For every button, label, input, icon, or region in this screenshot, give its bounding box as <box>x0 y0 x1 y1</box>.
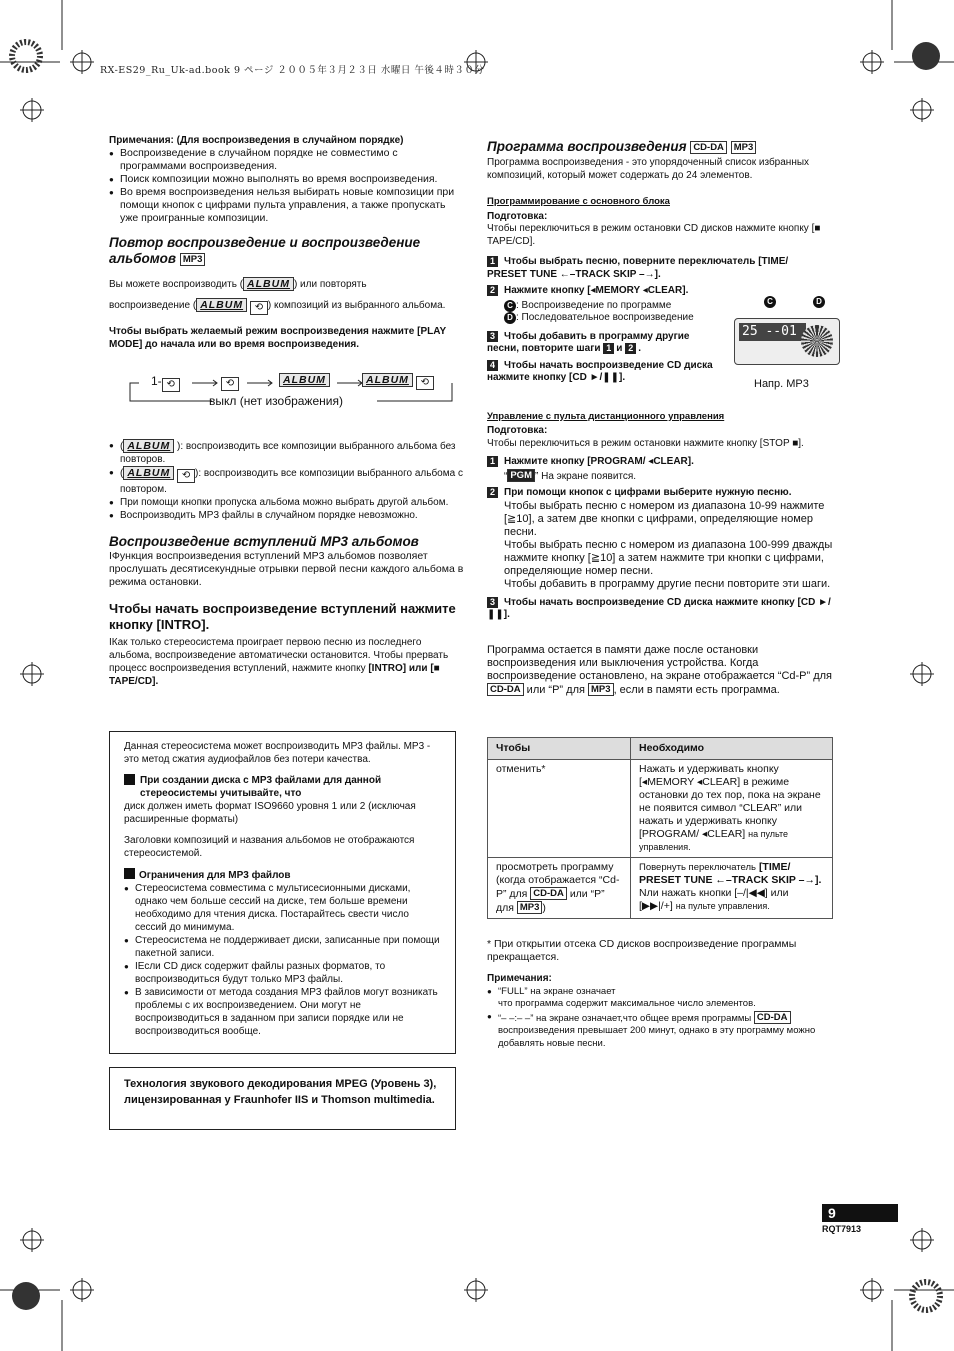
remote-subtitle: Управление с пульта дистанционного управления <box>487 410 725 422</box>
repeat-section-title: Повтор воспроизведение и воспроизведение альбомов MP3 <box>109 235 421 266</box>
table-row <box>488 760 833 858</box>
list-item: ● В зависимости от метода создания MP3 файлов могут возникать проблемы с их воспроизведением. Они могут не воспроизводиться в заданном при записи порядке или не воспроизводиться вообще. <box>124 986 441 1038</box>
list-item: ● Поиск композиции можно выполнять во время воспроизведения. <box>109 173 465 186</box>
prep-label: Подготовка: <box>487 210 548 222</box>
repeat-icon: ⟲ <box>221 377 239 391</box>
repeat-icon: ⟲ <box>250 301 268 315</box>
list-item: ● Во время воспроизведения нельзя выбирать новые композиции при помощи кнопок с цифрами пульта управления, а также пропускать уже проигранные композиции. <box>109 186 465 225</box>
repeat-mode-list <box>109 439 465 522</box>
repeat-paragraph: Вы можете воспроизводить ( ALBUM ) или повторять <box>109 278 367 290</box>
table-cell: Нажать и удерживать кнопку [◂MEMORY ◂CLEAR] в режиме остановки до тех пор, пока на экране не появится символ “CLEAR” или нажать и удерживать кнопку [PROGRAM/ ◂CLEAR] на пульте управления. <box>631 760 833 858</box>
list-item: ● Стереосистема не поддерживает диски, записанные при помощи пакетной записи. <box>124 934 441 960</box>
notes-title: Примечания: <box>487 973 552 984</box>
program-intro: Программа воспроизведения - это упорядоченный список избранных композиций, который может содержать до 24 элементов. <box>487 157 810 181</box>
lcd-readout: 25 --01 <box>739 323 806 341</box>
lcd-display <box>734 318 840 365</box>
album-tag: ALBUM <box>196 298 247 312</box>
list-item: ● Воспроизведение в случайном порядке не совместимо с программами воспроизведения. <box>109 147 465 173</box>
list-item: ● IЕсли CD диск содержит файлы разных форматов, то воспроизводиться будут только MP3 файлы. <box>124 960 441 986</box>
book-header-line: RX-ES29_Ru_Uk-ad.book 9 ページ ２００５年３月２３日 水曜日 午後４時３０分 <box>100 65 485 76</box>
mp3-limits-heading: Ограничения для MP3 файлов <box>124 868 441 882</box>
table-header-cell: Необходимо <box>631 738 833 760</box>
remote-prep-text: Чтобы переключиться в режим остановки нажмите кнопку [STOP ■]. <box>487 437 804 449</box>
intro-start-paragraph: IКак только стереосистема проиграет первою песню из последнего альбома, воспроизведение автоматически остановится. Чтобы прервать процесс воспроизведения вступлений, нажмите кнопку [INTRO] или [■ TAPE/CD]. <box>109 637 449 687</box>
left-column <box>109 134 465 688</box>
mp3-disc-format: диск должен иметь формат ISO9660 уровня 1 или 2 (исключая расширенные форматы) <box>124 801 416 825</box>
cycle-off-label: выкл (нет изображения) <box>209 394 343 408</box>
program-memory-paragraph: Программа остается в памяти даже после остановки воспроизведения или выключения устройства. Когда воспроизведение остановлено, на экране отображается “Cd-P” для CD-DA или “P” для MP3 , если в памяти есть программа. <box>487 643 833 696</box>
list-item: ● ( ALBUM ): воспроизводить все композиции выбранного альбома без повторов. <box>109 439 465 466</box>
list-item: ● ( ALBUM ⟲ ): воспроизводить все композиции выбранного альбома с повтором. <box>109 466 465 496</box>
list-item: ● Воспроизводить MP3 файлы в случайном порядке невозможно. <box>109 509 465 522</box>
indicator-d: D : Последовательное воспроизведение <box>487 312 734 325</box>
mp3-limits-list <box>124 882 441 1038</box>
disc-dial-icon <box>801 325 833 357</box>
mp3-titles-note: Заголовки композиций и названия альбомов не отображаются стереосистемой. <box>124 835 415 859</box>
table-cell: просмотреть программу (когда отображается “Cd-P” для CD-DA или “P” для MP3 ) <box>488 858 631 919</box>
list-item: ● “FULL” на экране означает что программа содержит максимальное число элементов. <box>487 986 847 1011</box>
mp3-info-box <box>109 731 456 1054</box>
main-prep-text: Чтобы переключиться в режим остановки CD дисков нажмите кнопку [■ TAPE/CD]. <box>487 223 821 247</box>
table-header-cell: Чтобы <box>488 738 631 760</box>
document-code: RQT7913 <box>822 1224 862 1234</box>
repeat-paragraph-2: воспроизведение ( ALBUM ⟲ ) композиций из выбранного альбома. <box>109 299 446 313</box>
pgm-tag: PGM <box>507 469 535 482</box>
license-box <box>109 1067 456 1130</box>
license-text: Технология звукового декодирования MPEG (Уровень 3), лицензированная у Fraunhofer IIS и Thomson multimedia. <box>124 1078 437 1106</box>
cycle-step-3: ALBUM <box>279 373 330 387</box>
repeat-one-icon: ⟲ <box>162 378 180 392</box>
main-step-2: 2 Нажмите кнопку [◂MEMORY ◂CLEAR]. <box>487 285 843 298</box>
mp3-description: Данная стереосистема может воспроизводить MP3 файлы. MP3 - это метод сжатия аудиофайлов без потери качества. <box>124 741 431 765</box>
mp3-disc-heading: При создании диска с MP3 файлами для данной стереосистемы учитывайте, что <box>124 774 441 800</box>
list-item: ● Стереосистема совместима с мультисесионными дисками, однако чем больше сессий на диске, тем больше времени необходимо для чтения диска. Постарайтесь свести число сессий до минимума. <box>124 882 441 934</box>
remote-step-2-details: Чтобы выбрать песню с номером из диапазона 10-99 нажмите [≧10], а затем две кнопки с цифрами, определяющие номер песни. Чтобы выбрать песню с номером из диапазона 100-999 дважды нажмите кнопку [≧10] а затем нажмите три кнопки с цифрами, определяющие номер песни. Чтобы добавить в программу другие песни повторите эти шаги. <box>504 499 833 590</box>
cycle-step-1: 1- ⟲ <box>151 375 180 392</box>
main-unit-subtitle: Программирование с основного блока <box>487 196 670 207</box>
cycle-step-4: ALBUM ⟲ <box>362 373 434 390</box>
play-mode-cycle-diagram <box>109 367 465 437</box>
main-step-4: 4 Чтобы начать воспроизведение CD диска нажмите кнопку [CD ►/❚❚]. <box>487 359 713 383</box>
table-header-row <box>488 738 833 760</box>
repeat-icon: ⟲ <box>416 376 434 390</box>
display-illustration <box>734 296 842 396</box>
table-cell: отменить* <box>488 760 631 858</box>
mp3-tag: MP3 <box>731 141 757 154</box>
remote-step-1-note: “ PGM ” На экране появится. <box>504 469 637 482</box>
indicator-c: C : Воспроизведение по программе <box>487 300 734 313</box>
page-number: 9 <box>822 1204 898 1222</box>
program-footnotes <box>487 938 847 1050</box>
cycle-step-2 <box>221 375 239 391</box>
random-notes-list <box>109 147 465 225</box>
list-item: ● При помощи кнопки пропуска альбома можно выбрать другой альбом. <box>109 496 465 509</box>
program-notes-list <box>487 986 847 1051</box>
table-row <box>488 858 833 919</box>
right-column <box>487 139 843 697</box>
random-notes-title: Примечания: (Для воспроизведения в случайном порядке) <box>109 135 404 146</box>
prep-label-remote: Подготовка: <box>487 425 548 436</box>
intro-start-title: Чтобы начать воспроизведение вступлений нажмите кнопку [INTRO]. <box>109 601 456 632</box>
play-mode-instruction: Чтобы выбрать желаемый режим воспроизведения нажмите [PLAY MODE] до начала или во время воспроизведения. <box>109 326 447 350</box>
indicator-d-label: D <box>813 296 825 308</box>
display-caption: Напр. MP3 <box>754 378 809 390</box>
program-operations-table <box>487 737 833 919</box>
table-cell: Повернуть переключатель [TIME/ PRESET TUNE ←–TRACK SKIP –→]. Nли нажать кнопки [–/|◀◀] или [▶▶|/+] на пульте управления. <box>631 858 833 919</box>
remote-step-1: 1 Нажмите кнопку [PROGRAM/ ◂CLEAR]. <box>487 456 843 469</box>
intro-paragraph: IФункция воспроизведения вступлений MP3 альбомов позволяет прослушать десятисекундные отрывки первой песни каждого альбома в режима остановки. <box>109 550 464 588</box>
main-step-3: 3 Чтобы добавить в программу другие песни, повторите шаги 1 и 2 . <box>487 330 690 354</box>
main-step-1: 1 Чтобы выбрать песню, поверните переключатель [TIME/ PRESET TUNE ←–TRACK SKIP –→]. <box>487 256 789 280</box>
cdda-tag: CD-DA <box>690 141 727 154</box>
intro-section-title: Воспроизведение вступлений MP3 альбомов <box>109 534 419 549</box>
footnote: * При открытии отсека CD дисков воспроизведение программы прекращается. <box>487 938 797 963</box>
mp3-tag: MP3 <box>180 253 206 266</box>
album-tag: ALBUM <box>243 277 294 291</box>
remote-step-3: 3 Чтобы начать воспроизведение CD диска нажмите кнопку [CD ►/❚❚]. <box>487 596 831 620</box>
remote-step-2: 2 При помощи кнопок с цифрами выберите нужную песню. <box>487 487 843 500</box>
program-section-title: Программа воспроизведения CD-DA MP3 <box>487 139 843 155</box>
list-item: ● “– –:– –” на экране означает,что общее время программы CD-DA воспроизведения превышает 200 минут, однако в эту программу можно добавлять новые песни. <box>487 1011 847 1051</box>
indicator-c-label: C <box>764 296 776 308</box>
